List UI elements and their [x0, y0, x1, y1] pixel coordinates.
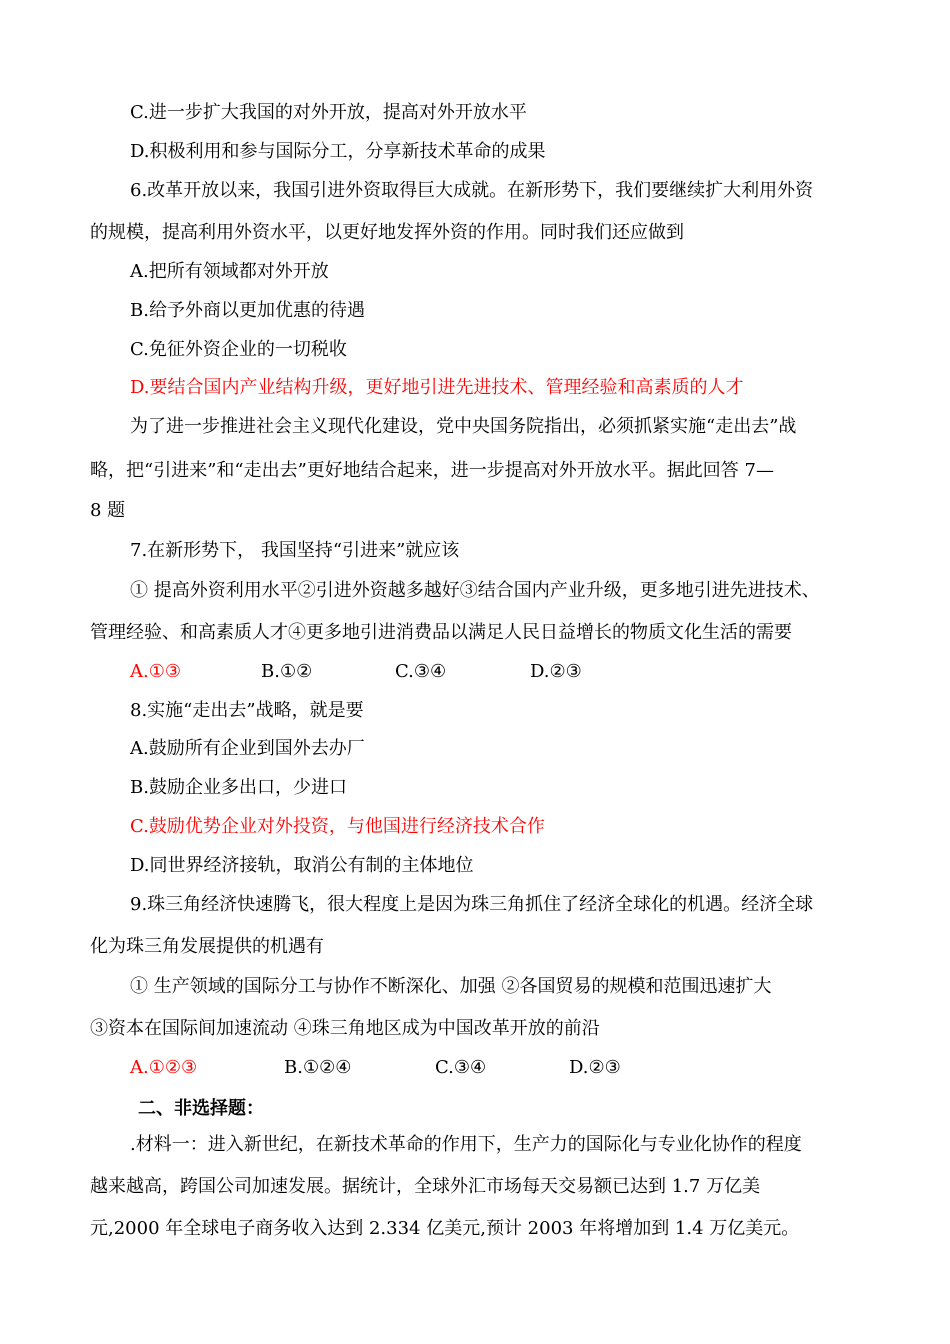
q8-option-a: A.鼓励所有企业到国外去办厂 — [130, 738, 365, 759]
q7-option-d: D.②③ — [530, 661, 582, 682]
q7-option-b: B.①② — [261, 661, 313, 682]
intro-7-8-line-3: 8 题 — [90, 500, 126, 521]
intro-7-8-line-1: 为了进一步推进社会主义现代化建设，党中央国务院指出，必须抓紧实施“走出去”战 — [130, 416, 797, 437]
q6-stem-line-2: 的规模，提高利用外资水平，以更好地发挥外资的作用。同时我们还应做到 — [90, 222, 684, 243]
q8-stem: 8.实施“走出去”战略，就是要 — [130, 700, 364, 721]
q9-items-line-2: ③资本在国际间加速流动 ④珠三角地区成为中国改革开放的前沿 — [90, 1018, 600, 1039]
q5-option-d: D.积极利用和参与国际分工，分享新技术革命的成果 — [130, 141, 546, 162]
q5-option-c: C.进一步扩大我国的对外开放，提高对外开放水平 — [130, 102, 527, 123]
q9-stem-line-1: 9.珠三角经济快速腾飞，很大程度上是因为珠三角抓住了经济全球化的机遇。经济全球 — [130, 894, 814, 915]
q9-option-b: B.①②④ — [284, 1057, 352, 1078]
material-1-line-3: 元,2000 年全球电子商务收入达到 2.334 亿美元,预计 2003 年将增加到 1.4 万亿美元。 — [90, 1218, 800, 1239]
q6-option-b: B.给予外商以更加优惠的待遇 — [130, 300, 365, 321]
material-1-line-1: .材料一：进入新世纪，在新技术革命的作用下，生产力的国际化与专业化协作的程度 — [130, 1134, 802, 1155]
section-2-heading: 二、非选择题： — [138, 1098, 264, 1119]
q6-option-c: C.免征外资企业的一切税收 — [130, 339, 347, 360]
q9-option-a-answer: A.①②③ — [130, 1057, 198, 1078]
q6-option-a: A.把所有领域都对外开放 — [130, 261, 329, 282]
q6-option-d-answer: D.要结合国内产业结构升级，更好地引进先进技术、管理经验和高素质的人才 — [130, 377, 744, 398]
q9-option-c: C.③④ — [435, 1057, 487, 1078]
q9-stem-line-2: 化为珠三角发展提供的机遇有 — [90, 936, 324, 957]
q8-option-c-answer: C.鼓励优势企业对外投资，与他国进行经济技术合作 — [130, 816, 545, 837]
q7-items-line-2: 管理经验、和高素质人才④更多地引进消费品以满足人民日益增长的物质文化生活的需要 — [90, 622, 792, 643]
intro-7-8-line-2: 略，把“引进来”和“走出去”更好地结合起来，进一步提高对外开放水平。据此回答 7— — [90, 460, 774, 481]
q9-items-line-1: ① 生产领域的国际分工与协作不断深化、加强 ②各国贸易的规模和范围迅速扩大 — [130, 976, 772, 997]
q8-option-d: D.同世界经济接轨，取消公有制的主体地位 — [130, 855, 474, 876]
q9-option-d: D.②③ — [569, 1057, 621, 1078]
q6-stem-line-1: 6.改革开放以来，我国引进外资取得巨大成就。在新形势下，我们要继续扩大利用外资 — [130, 180, 814, 201]
q8-option-b: B.鼓励企业多出口，少进口 — [130, 777, 347, 798]
q7-items-line-1: ① 提高外资利用水平②引进外资越多越好③结合国内产业升级，更多地引进先进技术、 — [130, 580, 820, 601]
q7-option-c: C.③④ — [395, 661, 447, 682]
q7-stem: 7.在新形势下， 我国坚持“引进来”就应该 — [130, 540, 460, 561]
material-1-line-2: 越来越高，跨国公司加速发展。据统计，全球外汇市场每天交易额已达到 1.7 万亿美 — [90, 1176, 761, 1197]
q7-option-a-answer: A.①③ — [130, 661, 181, 682]
